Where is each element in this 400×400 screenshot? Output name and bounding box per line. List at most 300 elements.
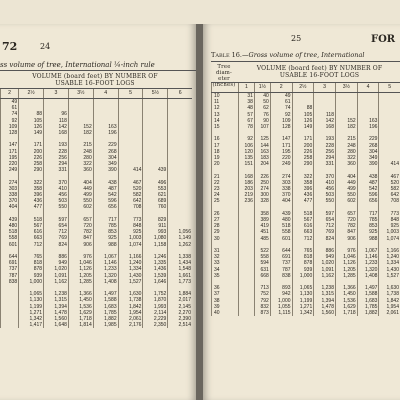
volume-cell: 769 — [314, 229, 336, 235]
volume-cell: 1,646 — [143, 279, 168, 285]
volume-cell: 1,320 — [93, 273, 118, 279]
volume-cell: 229 — [93, 142, 118, 148]
volume-cell: 601 — [270, 236, 292, 242]
volume-cell: 886 — [314, 248, 336, 254]
volume-cell: 200 — [19, 149, 44, 155]
volume-cell: 631 — [254, 267, 270, 273]
column-header: 2½ — [292, 83, 314, 93]
volume-cell: 1,126 — [335, 260, 357, 266]
volume-cell: 832 — [254, 304, 270, 310]
volume-cell: 1,630 — [118, 291, 143, 297]
volume-cell: 1,450 — [335, 291, 357, 297]
volume-cell: 1,315 — [44, 297, 69, 303]
volume-cell: 1,436 — [143, 266, 168, 272]
volume-cell: 404 — [68, 180, 93, 186]
volume-cell: 792 — [254, 298, 270, 304]
volume-cell: 105 — [292, 112, 314, 118]
volume-cell: 1,080 — [143, 235, 168, 241]
volume-cell: 1,434 — [168, 260, 192, 266]
volume-cell: 92 — [270, 112, 292, 118]
volume-cell: 567 — [19, 223, 44, 229]
volume-cell: 518 — [270, 223, 292, 229]
volume-cell: 1,271 — [19, 310, 44, 316]
volume-cell: 1,091 — [314, 267, 336, 273]
tree-diameter-cell: 20 — [212, 161, 239, 167]
volume-cell: 644 — [1, 254, 19, 260]
volume-cell: 1,752 — [143, 291, 168, 297]
top-background — [0, 0, 400, 24]
volume-cell: 88 — [292, 105, 314, 111]
volume-cell: 1,497 — [357, 285, 379, 291]
tree-diameter-cell: 32 — [212, 254, 239, 260]
volume-cell: 818 — [292, 254, 314, 260]
volume-cell: 186 — [239, 180, 255, 186]
volume-cell: 1,954 — [118, 310, 143, 316]
volume-cell: 1,366 — [335, 285, 357, 291]
volume-cell: 183 — [254, 155, 270, 161]
volume-cell: 1,000 — [270, 298, 292, 304]
volume-cell: 925 — [118, 229, 143, 235]
volume-cell: 503 — [44, 198, 69, 204]
volume-cell: 663 — [19, 235, 44, 241]
tree-diameter-cell: 25 — [212, 198, 239, 204]
volume-cell: 848 — [379, 217, 400, 223]
volume-cell: 1,629 — [68, 310, 93, 316]
volume-cell: 74 — [270, 105, 292, 111]
volume-cell: 322 — [292, 174, 314, 180]
volume-cell: 2,390 — [168, 316, 192, 322]
volume-cell: 1,588 — [93, 297, 118, 303]
volume-cell: 2,270 — [168, 310, 192, 316]
volume-cell: 818 — [19, 260, 44, 266]
column-header: 3 — [314, 83, 336, 93]
volume-cell: 456 — [44, 192, 69, 198]
volume-cell: 171 — [1, 149, 19, 155]
volume-cell: 567 — [292, 217, 314, 223]
volume-cell: 1,003 — [379, 229, 400, 235]
volume-cell: 396 — [292, 186, 314, 192]
volume-cell: 40 — [254, 93, 270, 100]
volume-cell: 61 — [1, 105, 19, 111]
volume-cell: 824 — [44, 242, 69, 248]
volume-cell: 1,394 — [44, 304, 69, 310]
volume-cell: 1,478 — [44, 310, 69, 316]
volume-cell: 126 — [19, 124, 44, 130]
volume-cell: 1,003 — [118, 235, 143, 241]
volume-cell: 1,408 — [357, 273, 379, 279]
tree-diameter-column-header — [212, 83, 239, 93]
volume-cell: 168 — [44, 130, 69, 136]
volume-cell: 1,130 — [19, 297, 44, 303]
volume-cell: 215 — [68, 142, 93, 148]
volume-cell — [357, 93, 379, 100]
volume-cell: 1,046 — [68, 260, 93, 266]
volume-cell: 404 — [270, 198, 292, 204]
volume-cell: 419 — [254, 223, 270, 229]
volume-cell: 182 — [335, 124, 357, 130]
volume-cell: 248 — [68, 149, 93, 155]
volume-cell: 689 — [143, 198, 168, 204]
volume-cell: 1,814 — [68, 322, 93, 328]
volume-cell: 1,166 — [379, 248, 400, 254]
volume-cell: 1,126 — [68, 266, 93, 272]
volume-cell: 487 — [93, 186, 118, 192]
volume-cell: 691 — [270, 254, 292, 260]
volume-cell: 436 — [19, 198, 44, 204]
volume-cell: 228 — [314, 143, 336, 149]
volume-cell: 1,738 — [379, 291, 400, 297]
volume-cell: 1,065 — [19, 291, 44, 297]
left-table-caption: ss volume of tree, International ¼-inch rule — [0, 61, 155, 69]
volume-cell: 1,205 — [68, 273, 93, 279]
volume-cell: 1,238 — [314, 285, 336, 291]
volume-cell: 31 — [239, 93, 255, 100]
volume-cell: 824 — [314, 236, 336, 242]
tree-diameter-cell: 18 — [212, 149, 239, 155]
volume-cell: 787 — [270, 267, 292, 273]
right-table-header-row — [212, 83, 400, 93]
volume-cell: 300 — [254, 192, 270, 198]
volume-cell: 2,229 — [143, 316, 168, 322]
volume-cell: 228 — [44, 149, 69, 155]
volume-cell: 229 — [357, 136, 379, 142]
volume-cell: 90 — [254, 118, 270, 124]
volume-cell: 1,548 — [168, 266, 192, 272]
volume-cell: 988 — [357, 236, 379, 242]
volume-cell: 1,785 — [93, 310, 118, 316]
volume-cell: 518 — [1, 229, 19, 235]
volume-cell: 128 — [270, 124, 292, 130]
volume-cell: 878 — [292, 260, 314, 266]
column-header: 2 — [1, 89, 19, 99]
volume-cell: 1,536 — [68, 304, 93, 310]
volume-cell: 1,091 — [44, 273, 69, 279]
volume-cell: 1,205 — [335, 267, 357, 273]
volume-cell: 765 — [292, 248, 314, 254]
volume-cell: 720 — [68, 223, 93, 229]
volume-cell — [292, 93, 314, 100]
column-header: 3½ — [335, 83, 357, 93]
tree-diameter-cell: 39 — [212, 304, 239, 310]
volume-cell: 1,539 — [143, 273, 168, 279]
volume-cell: 503 — [314, 192, 336, 198]
volume-cell: 290 — [19, 167, 44, 173]
left-table-header-row — [1, 89, 193, 99]
volume-cell: 1,000 — [292, 273, 314, 279]
volume-cell: 456 — [314, 186, 336, 192]
volume-cell: 518 — [292, 211, 314, 217]
volume-cell: 712 — [292, 236, 314, 242]
volume-cell: 360 — [335, 161, 357, 167]
volume-cell: 322 — [335, 155, 357, 161]
tree-diameter-cell: 15 — [212, 124, 239, 130]
volume-cell: 853 — [93, 229, 118, 235]
volume-cell: 1,067 — [93, 254, 118, 260]
volume-cell: 1,683 — [357, 298, 379, 304]
volume-cell: 496 — [143, 180, 168, 186]
volume-cell: 1,718 — [335, 310, 357, 316]
volume-cell: 1,536 — [335, 298, 357, 304]
tree-diameter-cell: 13 — [212, 112, 239, 118]
volume-cell — [1, 322, 19, 328]
column-header: 1½ — [254, 83, 270, 93]
volume-cell: 220 — [270, 155, 292, 161]
volume-cell: 370 — [44, 180, 69, 186]
volume-cell: 760 — [143, 204, 168, 210]
volume-cell: 2,114 — [143, 310, 168, 316]
volume-cell: 1,408 — [93, 279, 118, 285]
right-page-number: 25 — [291, 34, 302, 43]
tree-diameter-cell: 28 — [212, 223, 239, 229]
volume-cell: 1,648 — [44, 322, 69, 328]
volume-cell: 370 — [270, 192, 292, 198]
volume-cell — [168, 99, 192, 106]
volume-cell: 663 — [292, 229, 314, 235]
volume-cell: 582 — [379, 186, 400, 192]
volume-cell: 49 — [1, 99, 19, 106]
volume-cell: 196 — [93, 130, 118, 136]
column-header: 1 — [239, 83, 255, 93]
volume-cell: 358 — [19, 186, 44, 192]
tree-diameter-cell: 31 — [212, 248, 239, 254]
volume-cell: 1,115 — [270, 310, 292, 316]
volume-cell: 1,629 — [335, 304, 357, 310]
volume-cell: 712 — [314, 223, 336, 229]
volume-cell: 274 — [1, 180, 19, 186]
volume-cell: 847 — [335, 229, 357, 235]
volume-cell: 853 — [357, 223, 379, 229]
volume-cell: 1,450 — [68, 297, 93, 303]
volume-cell: 331 — [314, 161, 336, 167]
volume-cell: 451 — [254, 229, 270, 235]
right-table-caption — [211, 51, 364, 59]
volume-cell: 249 — [1, 167, 19, 173]
volume-cell: 720 — [335, 217, 357, 223]
volume-cell: 396 — [19, 192, 44, 198]
volume-cell: 200 — [292, 143, 314, 149]
volume-cell: 993 — [143, 229, 168, 235]
volume-cell: 1,366 — [68, 291, 93, 297]
volume-cell: 50 — [254, 99, 270, 105]
volume-cell: 163 — [357, 118, 379, 124]
volume-cell: 1,773 — [168, 279, 192, 285]
volume-cell: 57 — [239, 112, 255, 118]
volume-cell: 414 — [379, 161, 400, 167]
volume-cell: 1,882 — [357, 310, 379, 316]
volume-cell: 1,342 — [292, 310, 314, 316]
volume-cell: 708 — [379, 198, 400, 204]
volume-cell: 152 — [335, 118, 357, 124]
volume-cell: 163 — [93, 124, 118, 130]
volume-cell: 1,884 — [168, 291, 192, 297]
volume-cell: 713 — [254, 285, 270, 291]
tree-diameter-cell: 29 — [212, 229, 239, 235]
volume-cell: 1,842 — [379, 298, 400, 304]
volume-cell: 439 — [143, 167, 168, 173]
volume-cell: 1,285 — [68, 279, 93, 285]
volume-cell: 1,315 — [314, 291, 336, 297]
volume-cell: 558 — [254, 254, 270, 260]
volume-cell: 38 — [239, 99, 255, 105]
table-row — [212, 93, 400, 100]
volume-cell: 911 — [143, 223, 168, 229]
right-tree-diameter-header: Tree diam-eter (inches) — [212, 64, 236, 88]
volume-cell: 467 — [118, 180, 143, 186]
tree-diameter-cell: 34 — [212, 267, 239, 273]
volume-cell: 737 — [270, 260, 292, 266]
volume-cell: 1,166 — [118, 254, 143, 260]
volume-cell: 322 — [68, 161, 93, 167]
volume-cell: 107 — [254, 124, 270, 130]
volume-cell: 147 — [270, 136, 292, 142]
left-header-line2: USABLE 16-FOOT LOGS — [55, 80, 135, 87]
volume-cell: 96 — [44, 111, 69, 117]
volume-cell: 1,246 — [143, 254, 168, 260]
volume-cell: 1,055 — [270, 304, 292, 310]
volume-cell: 542 — [357, 186, 379, 192]
volume-cell: 280 — [335, 149, 357, 155]
volume-cell: 338 — [1, 192, 19, 198]
volume-cell: 1,320 — [357, 267, 379, 273]
volume-cell: 925 — [93, 235, 118, 241]
volume-cell: 258 — [19, 161, 44, 167]
volume-cell: 520 — [379, 180, 400, 186]
volume-cell: 290 — [292, 161, 314, 167]
volume-cell: 449 — [68, 186, 93, 192]
volume-cell: 92 — [239, 136, 255, 142]
volume-cell: 168 — [314, 124, 336, 130]
right-header-line2: USABLE 16-FOOT LOGS — [279, 72, 360, 79]
volume-cell: 1,334 — [379, 260, 400, 266]
volume-cell: 657 — [68, 217, 93, 223]
volume-cell: 349 — [357, 155, 379, 161]
column-header: 2 — [270, 83, 292, 93]
volume-cell: 1,527 — [118, 279, 143, 285]
left-page-number-b: 24 — [40, 42, 51, 51]
right-page — [203, 24, 400, 400]
volume-cell — [118, 99, 143, 106]
column-header: 4 — [357, 83, 379, 93]
volume-cell: 1,162 — [44, 279, 69, 285]
volume-cell: 1,149 — [168, 235, 192, 241]
table-row — [1, 99, 193, 106]
volume-cell: 389 — [254, 217, 270, 223]
volume-cell: 268 — [357, 143, 379, 149]
volume-cell: 878 — [19, 266, 44, 272]
tree-diameter-cell: 11 — [212, 99, 239, 105]
volume-cell: 594 — [254, 260, 270, 266]
volume-cell: 1,335 — [143, 260, 168, 266]
volume-cell: 601 — [1, 242, 19, 248]
volume-cell: 88 — [19, 111, 44, 117]
volume-cell: 142 — [44, 124, 69, 130]
volume-cell: 171 — [270, 143, 292, 149]
volume-cell: 522 — [254, 248, 270, 254]
tree-diameter-cell: 22 — [212, 180, 239, 186]
volume-cell: 171 — [19, 142, 44, 148]
volume-cell: 2,514 — [168, 322, 192, 328]
left-volume-table — [0, 88, 192, 328]
volume-cell: 220 — [1, 161, 19, 167]
tree-diameter-cell: 10 — [212, 93, 239, 100]
volume-cell: 976 — [68, 254, 93, 260]
volume-cell: 404 — [335, 174, 357, 180]
volume-cell: 477 — [292, 198, 314, 204]
volume-cell: 838 — [1, 279, 19, 285]
volume-cell: 1,065 — [292, 285, 314, 291]
volume-cell: 597 — [44, 217, 69, 223]
volume-cell: 219 — [239, 192, 255, 198]
volume-cell: 939 — [19, 273, 44, 279]
volume-cell: 906 — [68, 242, 93, 248]
column-header: 3½ — [68, 89, 93, 99]
volume-cell: 906 — [335, 236, 357, 242]
volume-cell: 1,158 — [143, 242, 168, 248]
volume-cell: 717 — [93, 217, 118, 223]
volume-cell: 436 — [292, 192, 314, 198]
volume-cell: 1,233 — [357, 260, 379, 266]
volume-cell: 602 — [335, 198, 357, 204]
volume-cell: 149 — [292, 124, 314, 130]
volume-cell: 480 — [1, 223, 19, 229]
volume-cell: 349 — [93, 161, 118, 167]
volume-cell: 195 — [270, 149, 292, 155]
volume-cell: 737 — [1, 266, 19, 272]
volume-cell: 135 — [239, 155, 255, 161]
volume-cell: 280 — [68, 155, 93, 161]
volume-cell: 558 — [1, 235, 19, 241]
volume-cell: 1,785 — [357, 304, 379, 310]
volume-cell: 74 — [1, 111, 19, 117]
volume-cell: 105 — [19, 118, 44, 124]
volume-cell: 1,718 — [68, 316, 93, 322]
volume-cell: 616 — [19, 229, 44, 235]
volume-cell: 925 — [379, 223, 400, 229]
tree-diameter-cell: 16 — [212, 136, 239, 142]
volume-cell: 656 — [93, 204, 118, 210]
volume-cell: 303 — [270, 180, 292, 186]
volume-cell: 596 — [357, 192, 379, 198]
tree-diameter-cell: 12 — [212, 105, 239, 111]
tree-diameter-cell: 23 — [212, 186, 239, 192]
volume-cell: 773 — [118, 217, 143, 223]
tree-diameter-cell: 36 — [212, 285, 239, 291]
volume-cell: 542 — [93, 192, 118, 198]
volume-cell: 1,993 — [143, 304, 168, 310]
book-gutter — [196, 24, 203, 400]
volume-cell: 616 — [292, 223, 314, 229]
volume-cell: 215 — [335, 136, 357, 142]
volume-cell: 976 — [335, 248, 357, 254]
volume-cell: 195 — [1, 155, 19, 161]
tree-diameter-cell: 35 — [212, 273, 239, 279]
tree-diameter-cell: 30 — [212, 236, 239, 242]
volume-cell: 550 — [68, 198, 93, 204]
volume-cell: 499 — [68, 192, 93, 198]
volume-cell: 226 — [292, 149, 314, 155]
volume-cell: 274 — [254, 186, 270, 192]
left-header-line1: VOLUME (board feet) BY NUMBER OF — [32, 73, 158, 80]
volume-cell: 1,870 — [143, 297, 168, 303]
volume-cell: 1,285 — [335, 273, 357, 279]
volume-cell: 691 — [1, 260, 19, 266]
volume-cell: 925 — [357, 229, 379, 235]
volume-cell: 838 — [270, 273, 292, 279]
volume-cell: 487 — [357, 180, 379, 186]
volume-cell: 358 — [254, 211, 270, 217]
volume-cell: 250 — [254, 180, 270, 186]
volume-cell: 886 — [44, 254, 69, 260]
